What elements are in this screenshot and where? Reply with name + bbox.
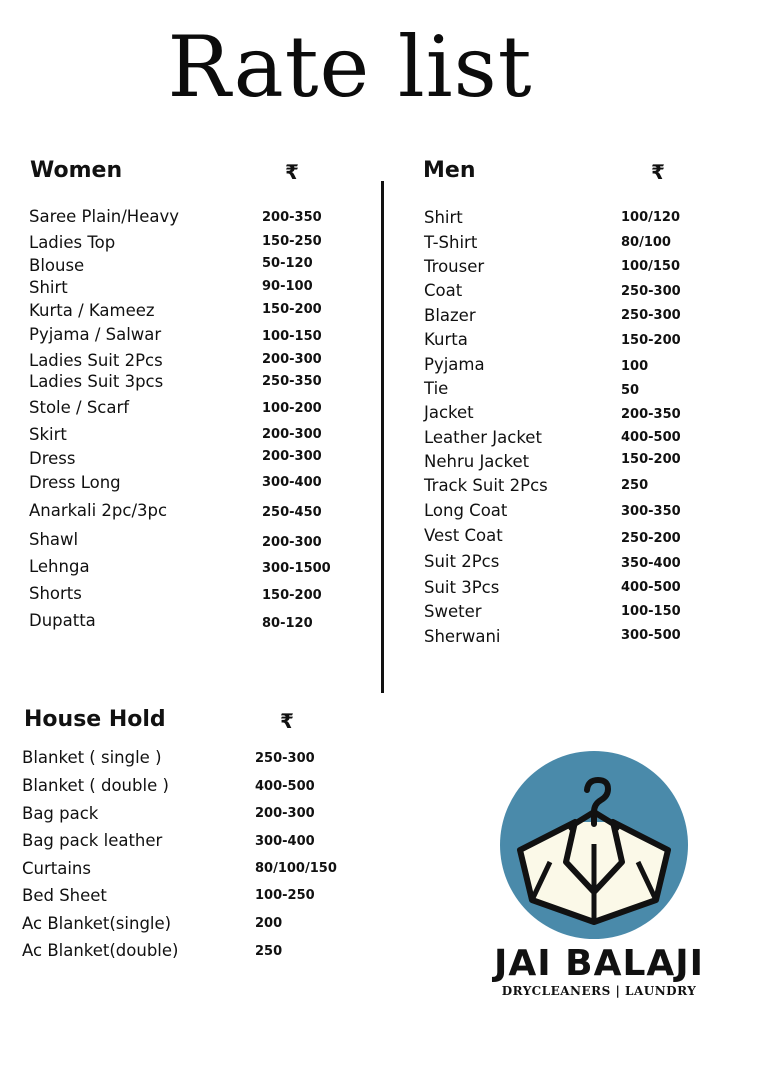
men-item-price: 150-200 (621, 452, 681, 467)
women-item-name: Dress Long (29, 473, 121, 492)
men-item-name: Suit 2Pcs (424, 552, 500, 571)
women-item-price: 300-400 (262, 475, 322, 490)
women-item-name: Blouse (29, 256, 85, 275)
men-item-price: 350-400 (621, 556, 681, 571)
women-item-price: 200-300 (262, 449, 322, 464)
men-item-price: 400-500 (621, 430, 681, 445)
page-title: Rate list (167, 18, 533, 116)
household-item-price: 200 (255, 916, 283, 931)
household-item-name: Bag pack (22, 804, 99, 823)
men-item-price: 80/100 (621, 235, 671, 250)
household-item-name: Curtains (22, 859, 91, 878)
women-rupee-icon: ₹ (285, 160, 299, 184)
women-item-name: Shawl (29, 530, 79, 549)
men-item-name: Sweter (424, 602, 482, 621)
women-item-price: 150-200 (262, 302, 322, 317)
household-item-name: Blanket ( double ) (22, 776, 169, 795)
men-item-name: Tie (424, 379, 449, 398)
men-item-name: Track Suit 2Pcs (424, 476, 548, 495)
women-item-name: Pyjama / Salwar (29, 325, 162, 344)
women-item-name: Stole / Scarf (29, 398, 130, 417)
men-item-name: Coat (424, 281, 463, 300)
men-item-name: Leather Jacket (424, 428, 542, 447)
men-item-price: 100/120 (621, 210, 681, 225)
women-item-price: 150-250 (262, 234, 322, 249)
men-item-name: Sherwani (424, 627, 501, 646)
women-item-name: Shirt (29, 278, 68, 297)
men-rupee-icon: ₹ (651, 160, 665, 184)
women-item-price: 200-300 (262, 427, 322, 442)
women-item-name: Skirt (29, 425, 67, 444)
men-item-name: Pyjama (424, 355, 485, 374)
men-item-name: Trouser (424, 257, 485, 276)
household-item-price: 80/100/150 (255, 861, 337, 876)
women-item-name: Saree Plain/Heavy (29, 207, 179, 226)
men-item-price: 300-500 (621, 628, 681, 643)
women-item-name: Dupatta (29, 611, 96, 630)
women-item-price: 150-200 (262, 588, 322, 603)
household-heading: House Hold (24, 707, 166, 732)
women-item-price: 250-450 (262, 505, 322, 520)
men-heading: Men (423, 158, 476, 183)
women-heading: Women (30, 158, 123, 183)
household-item-price: 400-500 (255, 779, 315, 794)
men-item-name: Suit 3Pcs (424, 578, 500, 597)
women-item-price: 90-100 (262, 279, 313, 294)
women-item-name: Kurta / Kameez (29, 301, 155, 320)
women-item-name: Ladies Suit 2Pcs (29, 351, 163, 370)
household-item-price: 300-400 (255, 834, 315, 849)
household-item-name: Blanket ( single ) (22, 748, 162, 767)
women-item-price: 80-120 (262, 616, 313, 631)
men-item-price: 250-200 (621, 531, 681, 546)
household-item-name: Ac Blanket(double) (22, 941, 179, 960)
men-item-name: T-Shirt (424, 233, 478, 252)
women-item-name: Lehnga (29, 557, 90, 576)
women-item-name: Ladies Suit 3pcs (29, 372, 164, 391)
household-item-price: 250 (255, 944, 283, 959)
men-item-price: 100 (621, 359, 649, 374)
household-rupee-icon: ₹ (280, 709, 294, 733)
men-item-price: 200-350 (621, 407, 681, 422)
men-item-name: Long Coat (424, 501, 508, 520)
household-item-name: Ac Blanket(single) (22, 914, 172, 933)
women-item-name: Shorts (29, 584, 82, 603)
household-item-price: 200-300 (255, 806, 315, 821)
men-item-price: 100-150 (621, 604, 681, 619)
women-item-name: Anarkali 2pc/3pc (29, 501, 168, 520)
men-item-price: 150-200 (621, 333, 681, 348)
men-item-price: 100/150 (621, 259, 681, 274)
women-item-name: Ladies Top (29, 233, 116, 252)
men-item-price: 250-300 (621, 308, 681, 323)
men-item-price: 50 (621, 383, 640, 398)
household-item-price: 250-300 (255, 751, 315, 766)
men-item-name: Blazer (424, 306, 476, 325)
women-item-price: 200-350 (262, 210, 322, 225)
brand-tagline: DRYCLEANERS | LAUNDRY (501, 984, 697, 998)
men-item-name: Nehru Jacket (424, 452, 530, 471)
women-item-price: 100-150 (262, 329, 322, 344)
men-item-price: 250-300 (621, 284, 681, 299)
household-item-name: Bed Sheet (22, 886, 107, 905)
household-item-name: Bag pack leather (22, 831, 163, 850)
brand-name: JAI BALAJI (493, 943, 705, 984)
women-item-price: 200-300 (262, 352, 322, 367)
men-item-price: 250 (621, 478, 649, 493)
men-item-price: 300-350 (621, 504, 681, 519)
column-divider (381, 181, 384, 693)
men-item-price: 400-500 (621, 580, 681, 595)
women-item-price: 200-300 (262, 535, 322, 550)
household-item-price: 100-250 (255, 888, 315, 903)
women-item-price: 100-200 (262, 401, 322, 416)
women-item-price: 50-120 (262, 256, 313, 271)
men-item-name: Shirt (424, 208, 463, 227)
women-item-price: 300-1500 (262, 561, 331, 576)
men-item-name: Kurta (424, 330, 468, 349)
men-item-name: Jacket (424, 403, 474, 422)
men-item-name: Vest Coat (424, 526, 503, 545)
women-item-price: 250-350 (262, 374, 322, 389)
women-item-name: Dress (29, 449, 76, 468)
